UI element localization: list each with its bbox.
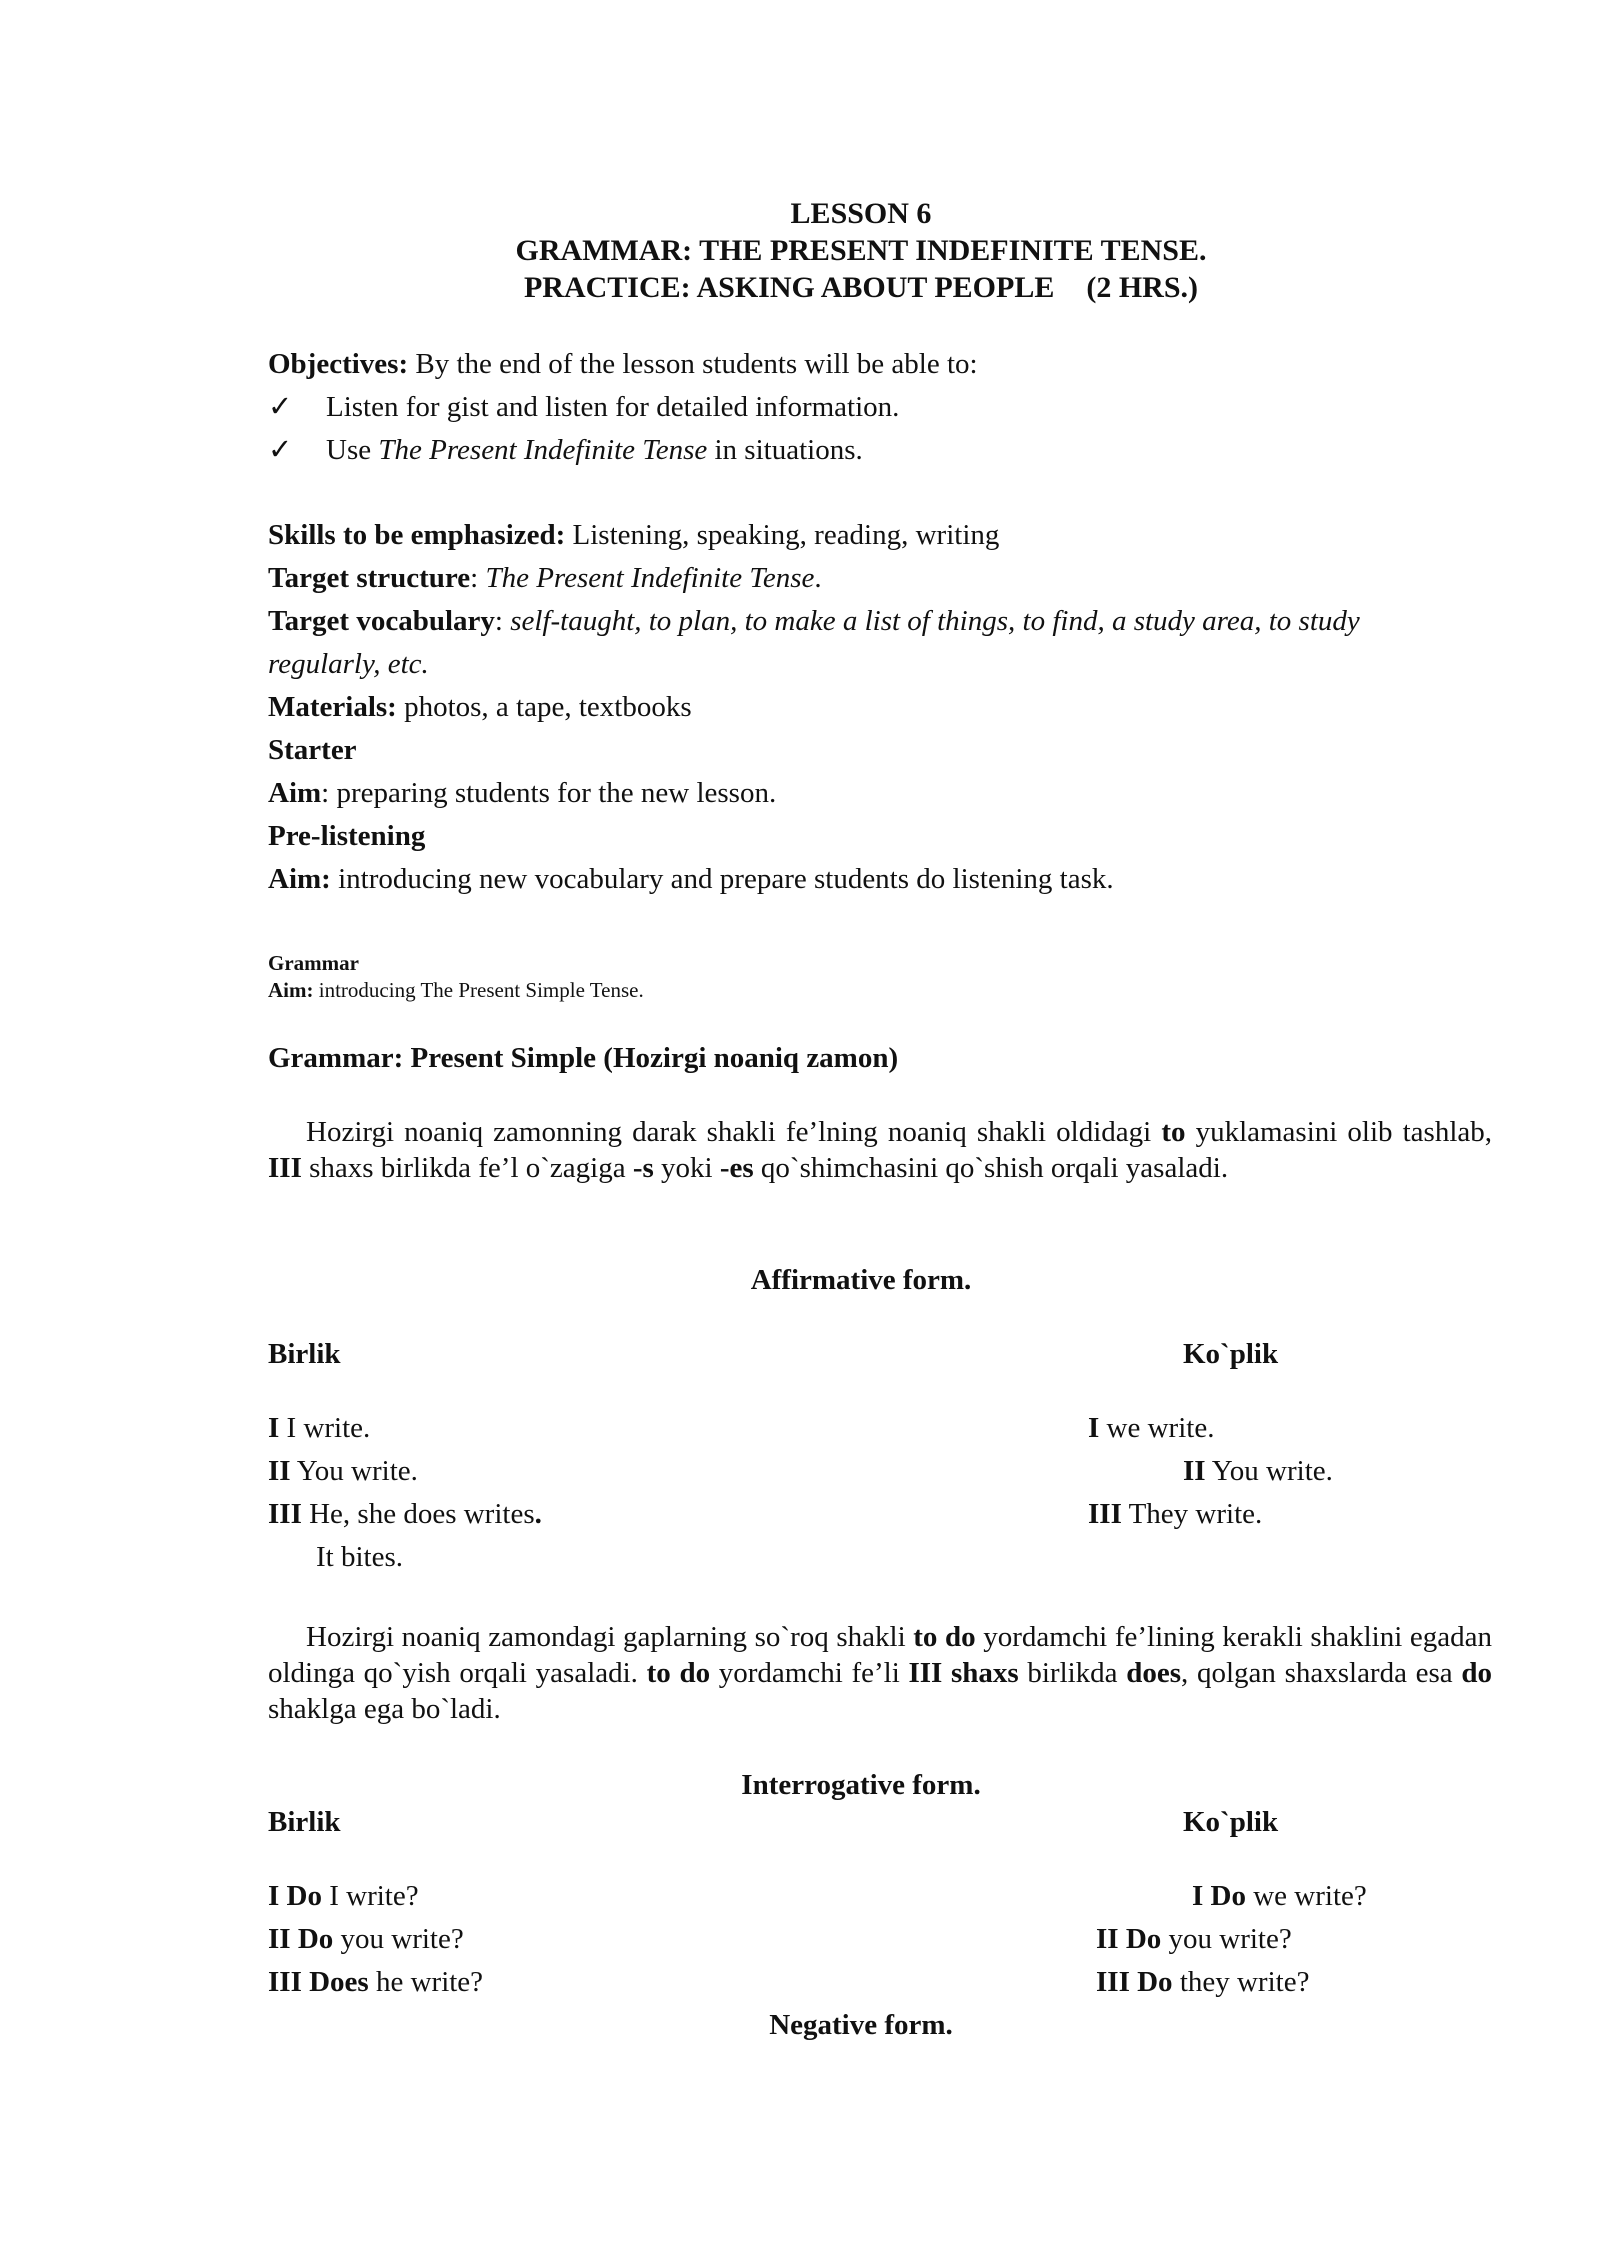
- aim-text: introducing The Present Simple Tense.: [313, 978, 644, 1002]
- target-vocabulary-value: self-taught, to plan, to make a list of things, to find, a study area, to study: [510, 605, 1360, 637]
- affirmative-form-title: Affirmative form.: [750, 1264, 972, 1296]
- target-vocabulary-line: [268, 603, 1360, 639]
- para-text: yoki: [653, 1152, 720, 1184]
- plural-example: [1183, 1453, 1333, 1489]
- checkmark-icon: ✓: [268, 434, 293, 466]
- para-text: qo`shimchasini qo`shish orqali yasaladi.: [753, 1152, 1229, 1184]
- target-structure-label: Target structure: [268, 562, 471, 594]
- practice-title: [0, 270, 1600, 306]
- singular-example: [268, 1410, 370, 1446]
- singular-heading: Birlik: [268, 1338, 341, 1370]
- auxiliary: I Do: [268, 1880, 322, 1912]
- grammar-small-aim: [268, 977, 644, 1003]
- skills-line: [268, 517, 999, 553]
- para-bold: to do: [646, 1657, 711, 1689]
- objectives-text: By the end of the lesson students will be able to:: [408, 348, 978, 380]
- singular-question: [268, 1964, 483, 2000]
- target-structure-value: The Present Indefinite Tense: [485, 562, 815, 594]
- para-text: birlikda: [1018, 1657, 1127, 1689]
- aim-text: : preparing students for the new lesson.: [321, 777, 777, 809]
- grammar-title: GRAMMAR: THE PRESENT INDEFINITE TENSE.: [515, 234, 1207, 267]
- checkmark-icon: ✓: [268, 391, 293, 423]
- para-bold: to: [1161, 1116, 1186, 1148]
- starter-aim: [268, 775, 776, 811]
- starter-heading: Starter: [268, 734, 357, 766]
- plural-heading: Ko`plik: [1183, 1806, 1279, 1838]
- person-number: II: [268, 1455, 291, 1487]
- aim-label: Aim:: [268, 978, 314, 1002]
- skills-text: Listening, speaking, reading, writing: [565, 519, 1000, 551]
- plural-example: [1088, 1410, 1214, 1446]
- singular-heading: Birlik: [268, 1806, 341, 1838]
- auxiliary: II Do: [1096, 1923, 1162, 1955]
- para-bold: -s: [632, 1152, 654, 1184]
- singular-question: [268, 1878, 419, 1914]
- objectives-label: Objectives:: [268, 348, 409, 380]
- objective-item-text-end: in situations.: [707, 434, 863, 466]
- question-text: they write?: [1172, 1966, 1310, 1998]
- objectives-line: [268, 346, 978, 382]
- grammar-heading: Grammar: Present Simple (Hozirgi noaniq zamon): [268, 1042, 899, 1074]
- person-number: I: [268, 1412, 280, 1444]
- question-text: we write?: [1245, 1880, 1367, 1912]
- para-bold: III shaxs: [908, 1657, 1019, 1689]
- lesson-number: LESSON 6: [790, 197, 932, 230]
- target-vocabulary-label: Target vocabulary: [268, 605, 495, 637]
- para-text: yuklamasini olib tashlab,: [1185, 1116, 1492, 1148]
- auxiliary: III Does: [268, 1966, 369, 1998]
- colon: :: [470, 562, 486, 594]
- auxiliary: II Do: [268, 1923, 334, 1955]
- materials-line: [268, 689, 692, 725]
- objective-item-emphasis: The Present Indefinite Tense: [378, 434, 708, 466]
- plural-question: [1192, 1878, 1367, 1914]
- affirmative-rule-paragraph: [268, 1114, 1492, 1186]
- aim-label: Aim: [268, 777, 322, 809]
- singular-example: [268, 1496, 542, 1532]
- question-text: I write?: [321, 1880, 419, 1912]
- objective-item: [268, 389, 899, 425]
- person-number: III: [268, 1498, 302, 1530]
- para-bold: -es: [719, 1152, 754, 1184]
- example-text: You write.: [290, 1455, 418, 1487]
- prelistening-heading: Pre-listening: [268, 820, 426, 852]
- person-number: I: [1088, 1412, 1100, 1444]
- person-number: III: [1088, 1498, 1122, 1530]
- aim-text: introducing new vocabulary and prepare students do listening task.: [330, 863, 1114, 895]
- materials-text: photos, a tape, textbooks: [396, 691, 692, 723]
- para-bold: does: [1126, 1657, 1182, 1689]
- singular-example: It bites.: [316, 1541, 403, 1573]
- interrogative-rule-paragraph: [268, 1619, 1492, 1727]
- question-text: he write?: [368, 1966, 484, 1998]
- target-vocabulary-continued: regularly, etc.: [268, 648, 429, 680]
- para-text: yordamchi fe’lining kerakli shaklini egadan oldinga qo`yish orqali yasaladi.: [268, 1621, 1492, 1689]
- aim-label: Aim:: [268, 863, 331, 895]
- example-text: You write.: [1205, 1455, 1333, 1487]
- para-bold: to do: [913, 1621, 976, 1653]
- period: .: [814, 562, 822, 594]
- grammar-small-heading: Grammar: [268, 951, 359, 975]
- singular-example: [268, 1453, 418, 1489]
- para-text: Hozirgi noaniq zamondagi gaplarning so`roq shakli: [306, 1621, 914, 1653]
- practice-title-text: PRACTICE: ASKING ABOUT PEOPLE: [523, 271, 1055, 304]
- para-text: Hozirgi noaniq zamonning darak shakli fe’lning noaniq shakli oldidagi: [306, 1116, 1162, 1148]
- target-structure-line: [268, 560, 822, 596]
- person-number: II: [1183, 1455, 1206, 1487]
- practice-hours: (2 HRS.): [1086, 271, 1199, 304]
- para-bold: do: [1461, 1657, 1492, 1689]
- question-text: you write?: [1161, 1923, 1292, 1955]
- skills-label: Skills to be emphasized:: [268, 519, 566, 551]
- example-text: They write.: [1121, 1498, 1263, 1530]
- plural-question: [1096, 1964, 1309, 2000]
- para-text: shaxs birlikda fe’l o`zagiga: [301, 1152, 633, 1184]
- colon: :: [494, 605, 511, 637]
- para-text: , qolgan shaxslarda esa: [1181, 1657, 1462, 1689]
- question-text: you write?: [333, 1923, 464, 1955]
- materials-label: Materials:: [268, 691, 397, 723]
- interrogative-form-title: Interrogative form.: [741, 1769, 981, 1801]
- example-text: we write.: [1099, 1412, 1215, 1444]
- plural-question: [1096, 1921, 1292, 1957]
- para-bold: III: [268, 1152, 302, 1184]
- objective-item-text: Listen for gist and listen for detailed information.: [326, 391, 900, 423]
- objective-item: [268, 432, 863, 468]
- auxiliary: I Do: [1192, 1880, 1246, 1912]
- period: .: [534, 1498, 542, 1530]
- example-text: I write.: [279, 1412, 371, 1444]
- prelistening-aim: [268, 861, 1114, 897]
- singular-question: [268, 1921, 464, 1957]
- negative-form-title: Negative form.: [769, 2009, 953, 2041]
- plural-example: [1088, 1496, 1262, 1532]
- para-text: yordamchi fe’li: [710, 1657, 909, 1689]
- plural-heading: Ko`plik: [1183, 1338, 1279, 1370]
- example-text: He, she does writes: [301, 1498, 535, 1530]
- auxiliary: III Do: [1096, 1966, 1173, 1998]
- objective-item-text: Use: [326, 434, 379, 466]
- para-text: shaklga ega bo`ladi.: [268, 1693, 501, 1725]
